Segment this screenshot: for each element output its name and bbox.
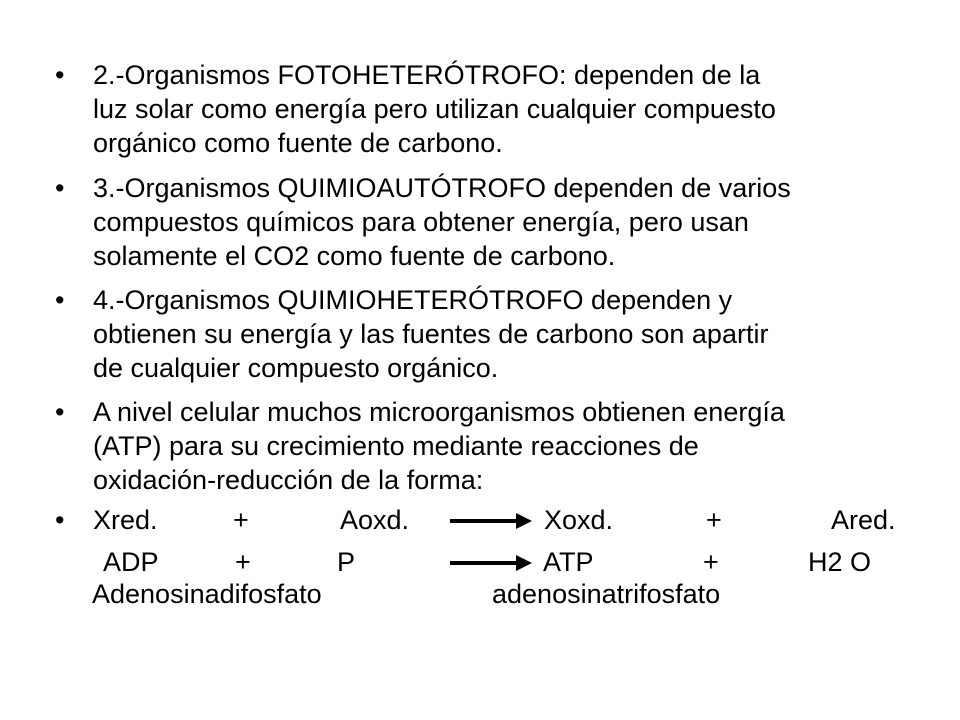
bullet-item-fotoheterotrofo (55, 58, 915, 168)
compound-names (0, 577, 960, 613)
bullet-line: (ATP) para su crecimiento mediante reacciones de (93, 431, 699, 461)
atp-name: adenosinatrifosfato (492, 579, 721, 609)
adp-name: Adenosinadifosfato (92, 579, 322, 609)
bullet-marker: • (55, 397, 65, 427)
bullet-line: obtienen su energía y las fuentes de carbono son apartir (93, 319, 769, 349)
bullet-marker: • (55, 505, 65, 535)
reactant-xred: Xred. (93, 505, 158, 535)
plus-sign: + (233, 505, 249, 535)
bullet-text (93, 395, 923, 497)
product-ared: Ared. (831, 505, 896, 535)
bullet-line: luz solar como energía pero utilizan cualquier compuesto (93, 94, 776, 124)
bullet-text (93, 283, 923, 385)
reaction-arrow-icon (450, 553, 532, 573)
reactant-adp: ADP (103, 547, 159, 577)
reactant-aoxd: Aoxd. (340, 505, 410, 535)
product-atp: ATP (543, 547, 594, 577)
bullet-line: solamente el CO2 como fuente de carbono. (93, 241, 616, 271)
bullet-line: A nivel celular muchos microorganismos obtienen energía (93, 397, 785, 427)
atp-equation (0, 545, 960, 581)
plus-sign: + (706, 505, 722, 535)
bullet-line: 3.-Organismos QUIMIOAUTÓTROFO dependen de varios (93, 173, 791, 203)
bullet-line: orgánico como fuente de carbono. (93, 128, 503, 158)
bullet-line: 4.-Organismos QUIMIOHETERÓTROFO dependen y (93, 285, 733, 315)
plus-sign: + (703, 547, 719, 577)
bullet-marker: • (55, 285, 65, 315)
bullet-line: de cualquier compuesto orgánico. (93, 353, 499, 383)
reactant-p: P (337, 547, 356, 577)
bullet-item-quimioheterotrofo (55, 283, 915, 393)
bullet-line: compuestos químicos para obtener energía, pero usan (93, 207, 749, 237)
bullet-line: 2.-Organismos FOTOHETERÓTROFO: dependen de la (93, 60, 761, 90)
bullet-text (93, 58, 923, 160)
bullet-line: oxidación-reducción de la forma: (93, 465, 484, 495)
product-water: H2 O (808, 547, 872, 577)
bullet-item-quimioautotrofo (55, 171, 915, 281)
product-xoxd: Xoxd. (544, 505, 614, 535)
reaction-arrow-icon (450, 511, 532, 531)
bullet-text (93, 171, 923, 273)
redox-equation (0, 503, 960, 539)
bullet-marker: • (55, 60, 65, 90)
bullet-item-nivel-celular (55, 395, 915, 505)
bullet-marker: • (55, 173, 65, 203)
plus-sign: + (235, 547, 251, 577)
